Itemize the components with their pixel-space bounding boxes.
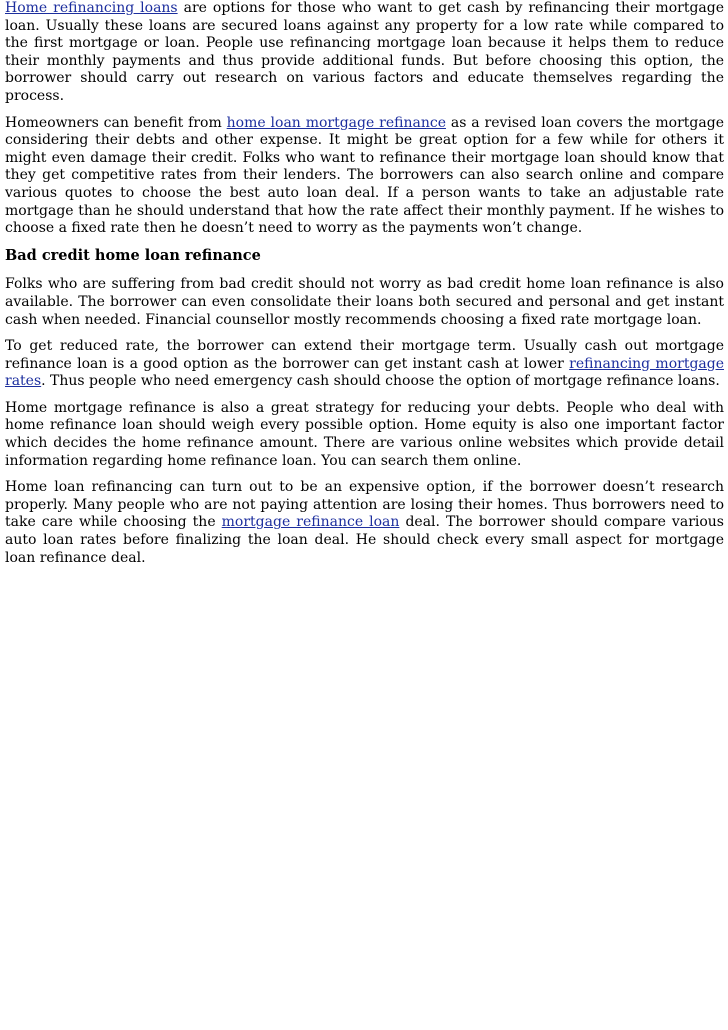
paragraph-text: are options for those who want to get cash by refinancing their mortgage loan. Usually these loans are secured loans against any property for a low rate while compared to the first mortgage or loan. People use refinancing mortgage loan because it helps them to reduce their monthly payments and thus provide additional funds. But before choosing this option, the borrower should carry out research on various factors and educate themselves regarding the process.	[5, 0, 725, 104]
paragraph-reduced-rate	[5, 338, 724, 391]
paragraph-homeowners	[5, 115, 724, 238]
paragraph-text: Folks who are suffering from bad credit should not worry as bad credit home loan refinance is also available. The borrower can even consolidate their loans both secured and personal and get instant cash when needed. Financial counsellor mostly recommends choosing a fixed rate mortgage loan.	[5, 276, 724, 328]
paragraph-expensive-option	[5, 479, 724, 567]
paragraph-debt-strategy	[5, 400, 724, 470]
link-home-refinancing-loans[interactable]: Home refinancing loans	[5, 0, 178, 16]
paragraph-text: Home mortgage refinance is also a great strategy for reducing your debts. People who deal with home refinance loan should weigh every possible option. Home equity is also one important factor which decides the home refinance amount. There are various online websites which provide detail information regarding home refinance loan. You can search them online.	[5, 399, 724, 469]
paragraph-text: Homeowners can benefit from	[5, 114, 227, 131]
paragraph-text: deal. The borrower should compare various auto loan rates before finalizing the loan deal. He should check every small aspect for mortgage loan refinance deal.	[5, 514, 724, 566]
document-page	[5, 0, 724, 576]
link-home-loan-mortgage-refinance[interactable]: home loan mortgage refinance	[226, 114, 446, 131]
paragraph-intro	[5, 0, 724, 106]
paragraph-text: Home loan refinancing can turn out to be an expensive option, if the borrower doesn’t research properly. Many people who are not paying attention are losing their homes. Thus borrowers need to take care while choosing the	[5, 479, 724, 531]
link-mortgage-refinance-loan[interactable]: mortgage refinance loan	[221, 514, 400, 531]
paragraph-bad-credit	[5, 276, 724, 329]
paragraph-text: To get reduced rate, the borrower can extend their mortgage term. Usually cash out mortgage refinance loan is a good option as the borrower can get instant cash at lower	[5, 338, 724, 372]
link-refinancing-mortgage-rates[interactable]: refinancing mortgage rates	[5, 355, 724, 390]
paragraph-text: as a revised loan covers the mortgage considering their debts and other expense. It might be great option for a few while for others it might even damage their credit. Folks who want to refinance their mortgage loan should know that they get competitive rates from their lenders. The borrowers can also search online and compare various quotes to choose the best auto loan deal. If a person wants to take an adjustable rate mortgage than he should understand that how the rate affect their monthly payment. If he wishes to choose a fixed rate then he doesn’t need to worry as the payments won’t change.	[5, 114, 724, 237]
paragraph-text: . Thus people who need emergency cash should choose the option of mortgage refinance loans.	[41, 373, 720, 390]
section-heading-bad-credit: Bad credit home loan refinance	[5, 246, 261, 264]
